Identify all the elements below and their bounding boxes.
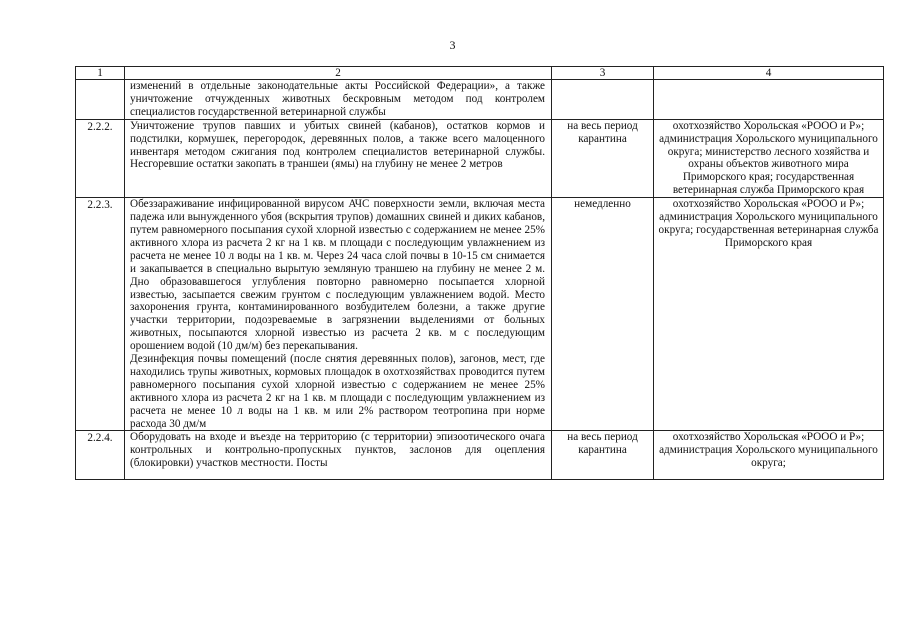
table-row [76,119,884,197]
page-number: 3 [449,38,456,52]
deadline-cell [552,80,654,120]
item-number: 2.2.2. [76,119,125,197]
item-number [76,80,125,120]
measure-text [125,431,552,480]
deadline-cell: на весь период карантина [552,431,654,480]
deadline-cell: на весь период карантина [552,119,654,197]
item-number: 2.2.3. [76,198,125,431]
column-header: 1 [76,67,125,80]
measure-text-clip [130,431,545,479]
responsible-cell: охотхозяйство Хорольская «РООО и Р»; администрация Хорольского муниципального округа; государственная ветеринарная служба Приморского края [654,198,884,431]
measure-text [125,80,552,120]
table-header-row [76,67,884,80]
measure-text [125,119,552,197]
table-row [76,198,884,431]
responsible-cell: охотхозяйство Хорольская «РООО и Р»; администрация Хорольского муниципального округа; [654,431,884,480]
measures-table [75,66,884,480]
measure-paragraph: Обеззараживание инфицированной вирусом АЧС поверхности земли, включая места падежа или вынужденного убоя (вскрытия трупов) домашних свиней и диких кабанов, путем равномерного посыпания сухой хлорной известью с содержанием не менее 25% активного хлора из расчета 2 кг на 1 кв. м площади с последующим увлажнением из расчета не менее 10 л воды на 1 кв. м. Через 24 часа слой почвы в 10-15 см снимается и закапывается в специально вырытую земляную траншею на глубину не менее 2 м. Дно образовавшегося углубления повторно равномерно посыпается хлорной известью, засыпается свежим грунтом с последующим увлажнением водой. Место захоронения грунта, контаминированного возбудителем болезни, а также другие участки территории, подозреваемые в загрязнении выделениями от больных животных, посыпаются хлорной известью из расчета 2 кв. м с последующим орошением водой (10 дм/м) без перекапывания. [130,198,545,353]
measure-paragraph: Уничтожение трупов павших и убитых свиней (кабанов), остатков кормов и подстилки, кормушек, перегородок, деревянных полов, а также всего малоценного инвентаря методом сжигания под контролем специалистов ветеринарной службы. Несгоревшие остатки закопать в траншеи (ямы) на глубину не менее 2 метров [130,119,545,171]
measure-paragraph: Оборудовать на входе и въезде на территорию (с территории) эпизоотического очага контрольных и контрольно-пропускных пунктов, заслонов для оцепления (блокировки) участков местности. Посты [130,431,545,470]
column-header: 2 [125,67,552,80]
table-row [76,80,884,120]
measure-paragraph: изменений в отдельные законодательные акты Российской Федерации», а также уничтожение отчужденных животных бескровным методом под контролем специалистов государственной ветеринарной службы [130,80,545,118]
responsible-cell [654,80,884,120]
table-row [76,431,884,480]
item-number: 2.2.4. [76,431,125,480]
column-header: 4 [654,67,884,80]
measure-text [125,198,552,431]
measure-paragraph: Дезинфекция почвы помещений (после снятия деревянных полов), загонов, мест, где находились трупы животных, кормовых площадок в охотхозяйствах проводится путем равномерного посыпания сухой хлорной известью с содержанием не менее 25% активного хлора из расчета 2 кг на 1 кв. м площади с последующим увлажнением из расчета не менее 10 л воды на 1 кв. м или 2% раствором теотропина при норме расхода 30 дм/м [130,353,545,430]
column-header: 3 [552,67,654,80]
deadline-cell: немедленно [552,198,654,431]
responsible-cell: охотхозяйство Хорольская «РООО и Р»; администрация Хорольского муниципального округа; министерство лесного хозяйства и охраны объектов животного мира Приморского края; государственная ветеринарная служба Приморского края [654,119,884,197]
